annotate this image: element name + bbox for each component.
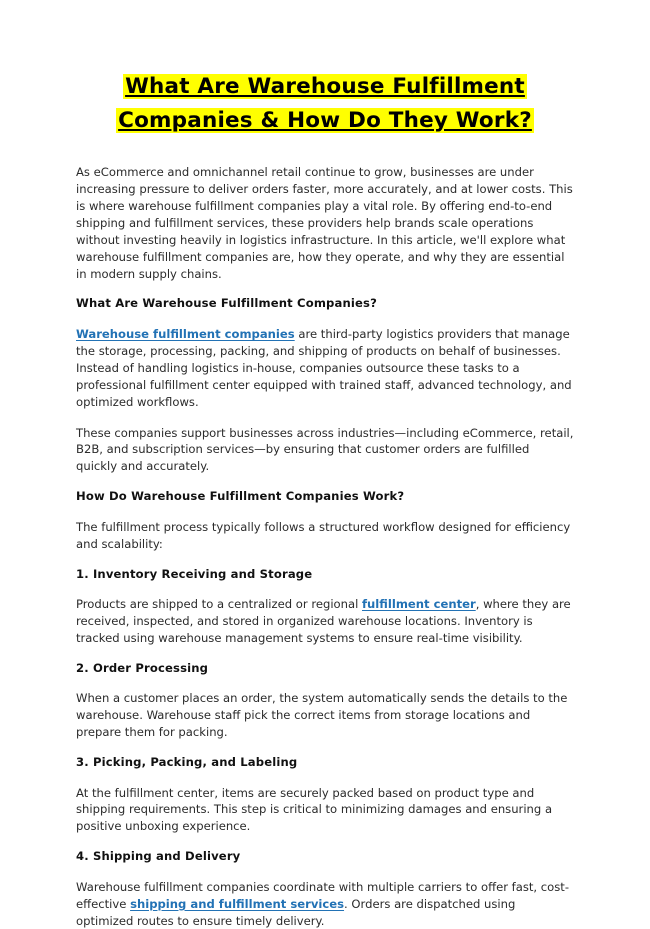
spacer <box>76 647 574 660</box>
step-paragraph-3: At the fulfillment center, items are securely packed based on product type and shipping requirements. This step is critical to minimizing damages and ensuring a positive unboxing experience. <box>76 785 553 834</box>
intro-paragraph: As eCommerce and omnichannel retail continue to grow, businesses are under increasing pressure to deliver orders faster, more accurately, and at lower costs. This is where warehouse fulfillment companies play a vital role. By offering end-to-end shipping and fulfillment services, these providers help brands scale operations without investing heavily in logistics infrastructure. In this article, we'll explore what warehouse fulfillment companies are, how they operate, and why they are essential in modern supply chains. <box>76 165 573 281</box>
spacer <box>76 865 574 879</box>
page-title-line-1 <box>76 72 574 103</box>
link-fulfillment-center[interactable]: fulfillment center <box>362 597 476 612</box>
spacer <box>76 411 574 425</box>
step-heading-4: 4. Shipping and Delivery <box>76 849 241 864</box>
spacer <box>76 553 574 566</box>
section-heading-what-are: What Are Warehouse Fulfillment Companies? <box>76 296 377 311</box>
spacer <box>76 312 574 326</box>
step-heading-3: 3. Picking, Packing, and Labeling <box>76 755 298 770</box>
page-title-line-2 <box>76 106 574 137</box>
page-title-highlight-1: What Are Warehouse Fulfillment <box>125 74 525 99</box>
page-title-highlight-2: Companies & How Do They Work? <box>118 107 532 133</box>
spacer <box>76 835 574 848</box>
step-heading-2: 2. Order Processing <box>76 660 209 675</box>
spacer <box>76 741 574 754</box>
link-shipping-and-fulfillment-services[interactable]: shipping and fulfillment services <box>130 896 345 911</box>
spacer <box>76 282 574 295</box>
step-paragraph-1-after: , where they are received, inspected, and stored in organized warehouse locations. Inventory is tracked using warehouse management systems to ensure real-time visibility. <box>76 597 571 645</box>
page-title <box>76 0 574 136</box>
spacer <box>76 505 574 519</box>
section-paragraph-process: The fulfillment process typically follows a structured workflow designed for efficiency and scalability: <box>76 519 571 551</box>
step-paragraph-1 <box>76 596 574 647</box>
spacer <box>76 582 574 596</box>
step-heading-1: 1. Inventory Receiving and Storage <box>76 566 313 581</box>
step-paragraph-4-after: . Orders are dispatched using optimized routes to ensure timely delivery. <box>76 896 516 928</box>
spacer <box>76 475 574 488</box>
article-content <box>76 0 574 929</box>
section-paragraph-industries: These companies support businesses across industries—including eCommerce, retail, B2B, and subscription services—by ensuring that customer orders are fulfilled quickly and accurately. <box>76 425 574 474</box>
step-paragraph-2: When a customer places an order, the system automatically sends the details to the warehouse. Warehouse staff pick the correct items from storage locations and prepare them for packing. <box>76 691 568 740</box>
spacer <box>76 771 574 785</box>
link-warehouse-fulfillment-companies[interactable]: Warehouse fulfillment companies <box>76 326 295 341</box>
spacer <box>76 136 574 164</box>
step-paragraph-4-before: Warehouse fulfillment companies coordinate with multiple carriers to offer fast, cost-effective <box>76 879 570 911</box>
section-paragraph-what-are <box>76 326 574 411</box>
section-paragraph-what-are-rest: are third-party logistics providers that manage the storage, processing, packing, and shipping of products on behalf of businesses. Instead of handling logistics in-house, companies outsource these tasks to a professional fulfillment center equipped with trained staff, advanced technology, and optimized workflows. <box>76 326 572 409</box>
step-paragraph-1-before: Products are shipped to a centralized or regional <box>76 597 362 612</box>
step-paragraph-4 <box>76 879 574 929</box>
section-heading-how-do-they-work: How Do Warehouse Fulfillment Companies Work? <box>76 489 405 504</box>
spacer <box>76 676 574 690</box>
